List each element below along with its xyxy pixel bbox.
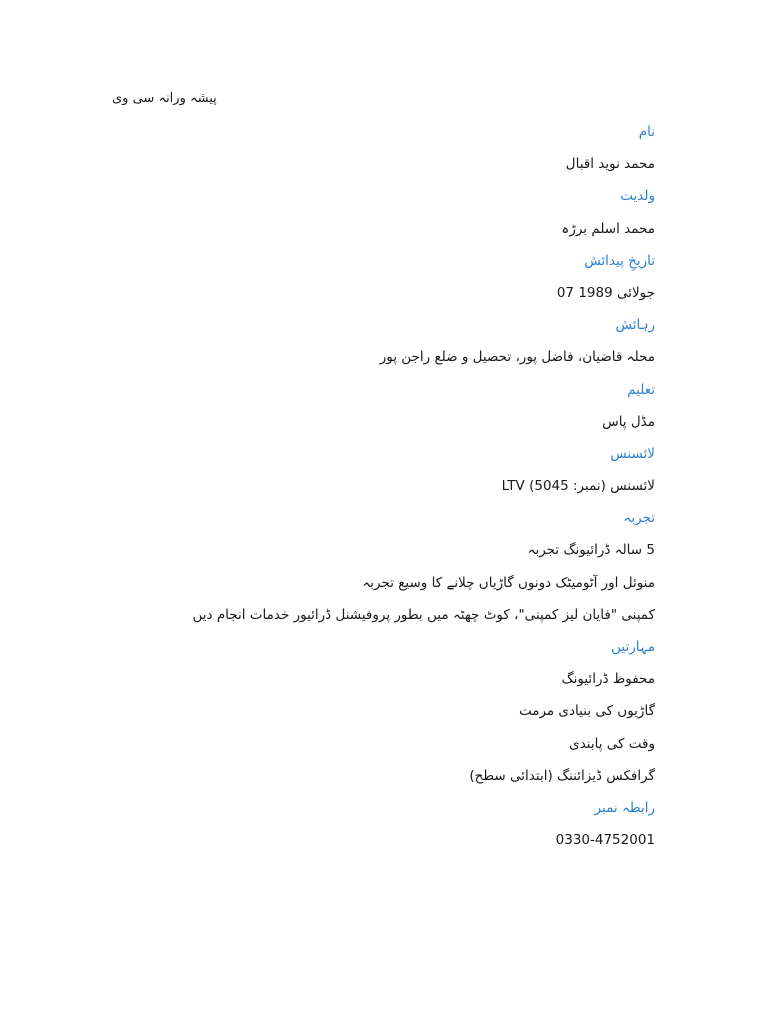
document-title: پیشہ ورانہ سی وی xyxy=(112,91,217,106)
section-value-name: محمد نوید اقبال xyxy=(565,156,655,173)
section-value-experience-3: کمپنی "فایان لیز کمپنی"، کوٹ چھٹہ میں بطور پروفیشنل ڈرائیور خدمات انجام دیں xyxy=(192,606,655,623)
section-label-address: رہائش xyxy=(615,317,655,334)
section-value-experience-1: 5 سالہ ڈرائیونگ تجربہ xyxy=(527,542,655,559)
section-label-license: لائسنس xyxy=(610,445,655,462)
section-value-experience-2: منوئل اور آٹومیٹک دونوں گاڑیاں چلانے کا وسیع تجربہ xyxy=(362,574,655,591)
section-value-skill-2: گاڑیوں کی بنیادی مرمت xyxy=(518,703,655,720)
section-value-skill-3: وقت کی پابندی xyxy=(569,735,655,752)
section-label-father-name: ولدیت xyxy=(620,188,655,205)
section-value-skill-1: محفوظ ڈرائیونگ xyxy=(561,671,655,688)
section-label-date-of-birth: تاریخِ پیدائش xyxy=(584,252,655,269)
section-label-name: نام xyxy=(638,124,655,140)
section-value-education: مڈل پاس xyxy=(602,413,655,430)
section-label-contact-number: رابطہ نمبر xyxy=(594,799,655,816)
section-value-date-of-birth: جولائی 1989 07 xyxy=(556,284,655,301)
section-label-education: تعلیم xyxy=(627,381,655,398)
section-value-address: محلہ قاضیان، فاضل پور، تحصیل و ضلع راجن پور xyxy=(379,349,655,366)
cv-content xyxy=(95,116,655,856)
section-label-skills: مہارتیں xyxy=(611,639,655,655)
section-value-father-name: محمد اسلم برڑہ xyxy=(561,220,655,237)
section-value-contact-number: 0330-4752001 xyxy=(555,832,655,849)
section-value-skill-4: گرافکس ڈیزائننگ (ابتدائی سطح) xyxy=(469,767,655,784)
section-value-license: لائسنس (نمبر: 5045) LTV xyxy=(501,478,655,495)
section-label-experience: تجربہ xyxy=(623,510,655,527)
